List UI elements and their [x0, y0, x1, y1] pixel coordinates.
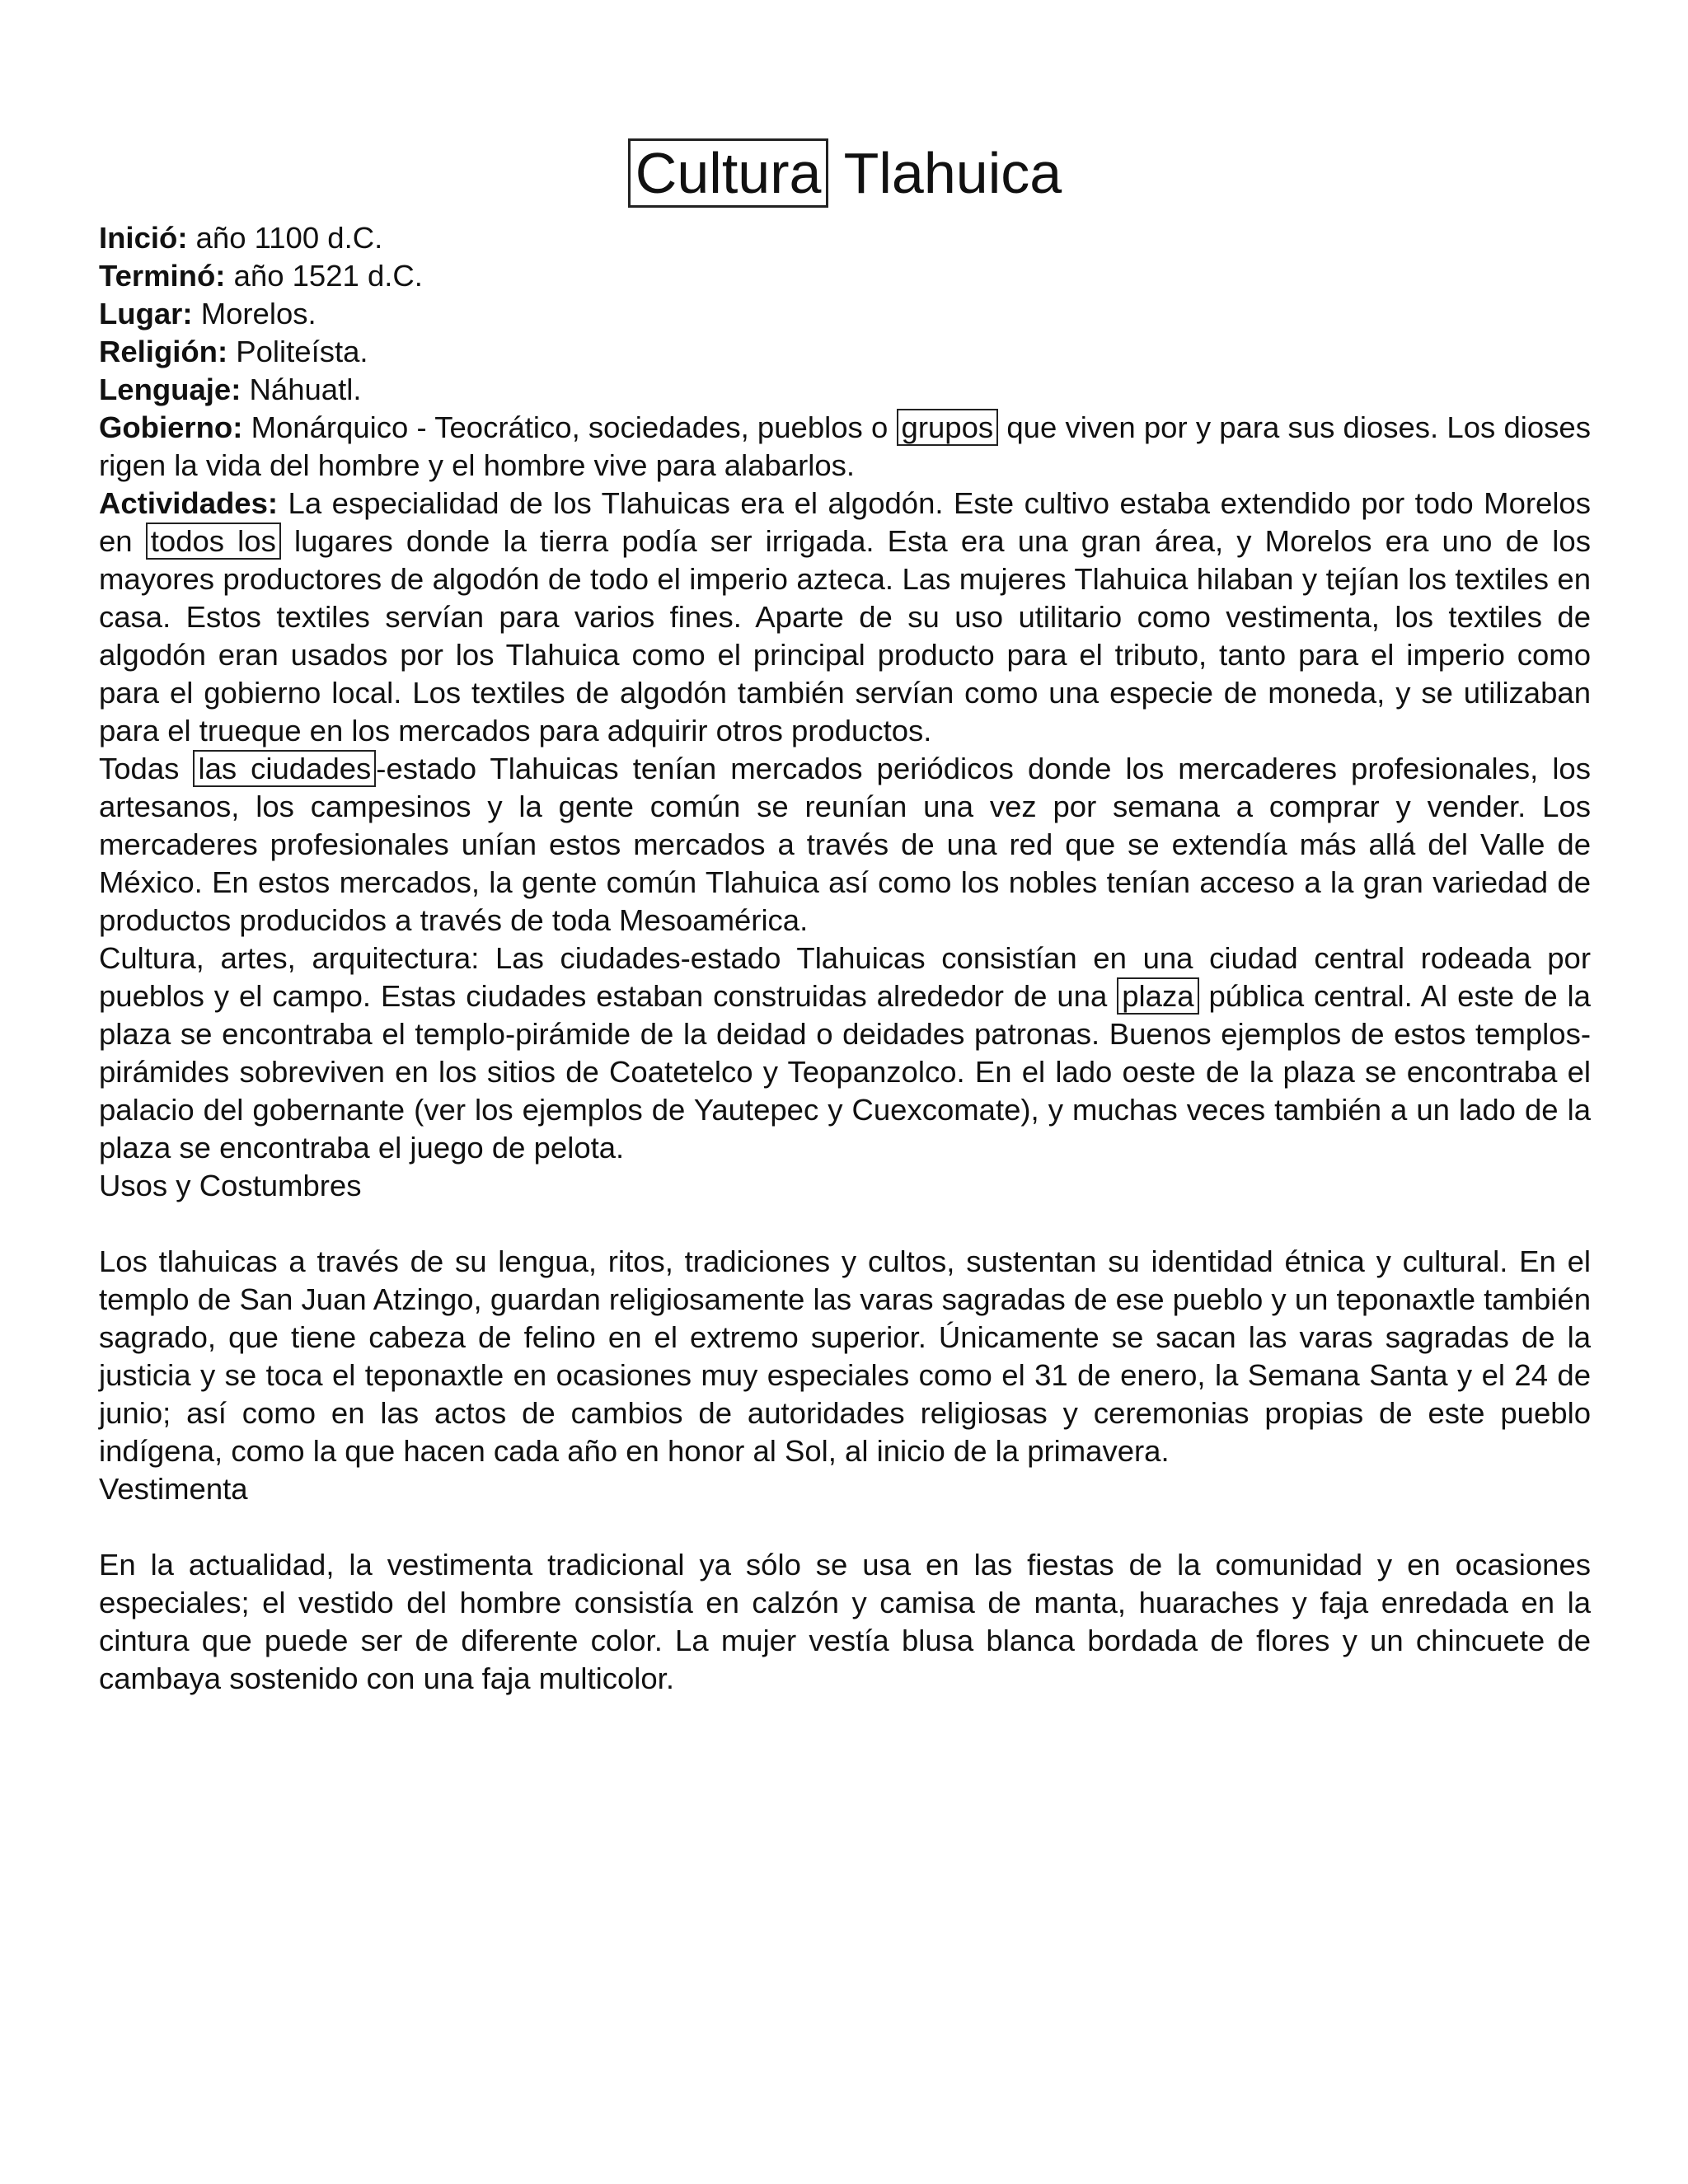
field-label: Religión:: [99, 335, 228, 368]
highlight-box: grupos: [897, 409, 999, 446]
field-religion: [99, 333, 1591, 371]
paragraph-actividades: [99, 485, 1591, 750]
section-heading-usos: Usos y Costumbres: [99, 1169, 362, 1202]
document-page: [99, 132, 1591, 1698]
field-value: Náhuatl.: [249, 373, 362, 406]
highlight-box: todos los: [146, 523, 281, 560]
text-segment: La especialidad de los Tlahuicas era el algodón. Este cultivo estaba extendido por todo Morelos en: [99, 486, 1591, 558]
field-label: Lugar:: [99, 297, 193, 330]
highlight-box: plaza: [1117, 977, 1198, 1015]
field-inicio: [99, 219, 1591, 257]
field-label: Gobierno:: [99, 410, 243, 444]
title-highlight-box: Cultura: [628, 138, 829, 208]
field-value: año 1100 d.C.: [195, 221, 383, 255]
text-segment: Monárquico - Teocrático, sociedades, pueblos o: [251, 410, 889, 444]
field-lugar: [99, 295, 1591, 333]
document-body: [99, 219, 1591, 1698]
field-label: Lenguaje:: [99, 373, 241, 406]
page-title: [99, 132, 1591, 214]
highlight-box: las ciudades: [193, 750, 376, 787]
field-termino: [99, 257, 1591, 295]
text-segment: Todas: [99, 752, 180, 785]
text-segment: que viven por y para sus dioses. Los dioses rigen la vida del hombre y el hombre vive para alabarlos.: [99, 410, 1591, 482]
field-value: Politeísta.: [236, 335, 368, 368]
field-label: Terminó:: [99, 259, 226, 293]
field-label: Actividades:: [99, 486, 279, 520]
paragraph-gobierno: [99, 409, 1591, 485]
text-segment: lugares donde la tierra podía ser irrigada. Esta era una gran área, y Morelos era uno de los mayores productores de algodón de todo el imperio azteca. Las mujeres Tlahuica hilaban y tejían los textiles en casa. Estos textiles servían para varios fines. Aparte de su uso utilitario como vestimenta, los textiles de algodón eran usados por los Tlahuica como el principal producto para el tributo, tanto para el imperio como para el gobierno local. Los textiles de algodón también servían como una especie de moneda, y se utilizaban para el trueque en los mercados para adquirir otros productos.: [99, 524, 1591, 748]
paragraph-mercados: [99, 750, 1591, 940]
text-segment: pública central. Al este de la plaza se encontraba el templo-pirámide de la deidad o deidades patronas. Buenos ejemplos de estos templos-pirámides sobreviven en los sitios de Coatetelco y Teopanzolco. En el lado oeste de la plaza se encontraba el palacio del gobernante (ver los ejemplos de Yautepec y Cuexcomate), y muchas veces también a un lado de la plaza se encontraba el juego de pelota.: [99, 979, 1591, 1165]
field-value: Morelos.: [200, 297, 316, 330]
title-rest: Tlahuica: [843, 141, 1062, 205]
field-value: año 1521 d.C.: [233, 259, 423, 293]
paragraph-usos: Los tlahuicas a través de su lengua, ritos, tradiciones y cultos, sustentan su identidad étnica y cultural. En el templo de San Juan Atzingo, guardan religiosamente las varas sagradas de ese pueblo y un teponaxtle también sagrado, que tiene cabeza de felino en el extremo superior. Únicamente se sacan las varas sagradas de la justicia y se toca el teponaxtle en ocasiones muy especiales como el 31 de enero, la Semana Santa y el 24 de junio; así como en las actos de cambios de autoridades religiosas y ceremonias propias de este pueblo indígena, como la que hacen cada año en honor al Sol, al inicio de la primavera.: [99, 1244, 1591, 1468]
field-label: Inició:: [99, 221, 188, 255]
field-lenguaje: [99, 371, 1591, 409]
paragraph-cultura: [99, 940, 1591, 1167]
section-heading-vestimenta: Vestimenta: [99, 1472, 248, 1506]
text-segment: Cultura, artes, arquitectura: Las ciudades-estado Tlahuicas consistían en una ciudad central rodeada por pueblos y el campo. Estas ciudades estaban construidas alrededor de una: [99, 941, 1591, 1013]
paragraph-vestimenta: En la actualidad, la vestimenta tradicional ya sólo se usa en las fiestas de la comunidad y en ocasiones especiales; el vestido del hombre consistía en calzón y camisa de manta, huaraches y faja enredada en la cintura que puede ser de diferente color. La mujer vestía blusa blanca bordada de flores y un chincuete de cambaya sostenido con una faja multicolor.: [99, 1548, 1591, 1695]
text-segment: -estado Tlahuicas tenían mercados periódicos donde los mercaderes profesionales, los artesanos, los campesinos y la gente común se reunían una vez por semana a comprar y vender. Los mercaderes profesionales unían estos mercados a través de una red que se extendía más allá del Valle de México. En estos mercados, la gente común Tlahuica así como los nobles tenían acceso a la gran variedad de productos producidos a través de toda Mesoamérica.: [99, 752, 1591, 937]
